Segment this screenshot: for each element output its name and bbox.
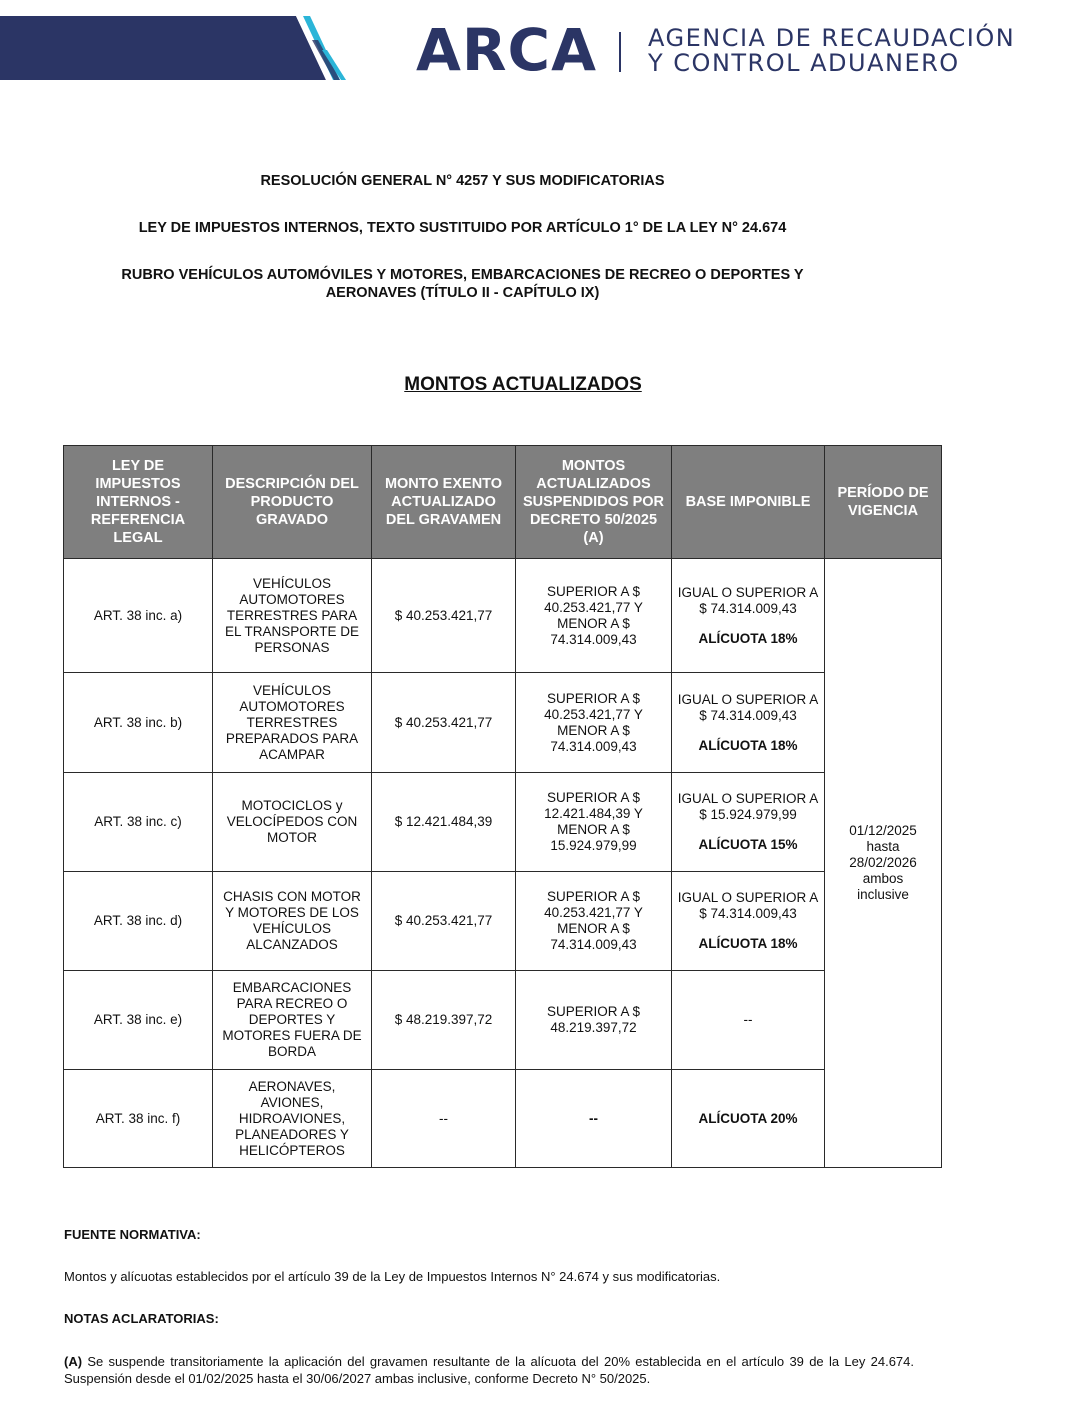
cell-desc: VEHÍCULOS AUTOMOTORES TERRESTRES PREPARADOS PARA ACAMPAR xyxy=(213,673,372,773)
cell-ref: ART. 38 inc. e) xyxy=(64,971,213,1070)
aliquot-label: ALÍCUOTA 18% xyxy=(698,936,798,951)
notas-title: NOTAS ACLARATORIAS: xyxy=(64,1311,219,1326)
header-desc: DESCRIPCIÓN DEL PRODUCTO GRAVADO xyxy=(213,446,372,559)
table-row xyxy=(64,971,942,1070)
table-row xyxy=(64,1070,942,1168)
amounts-table xyxy=(63,445,942,1168)
vigencia-line: 28/02/2026 xyxy=(849,855,917,870)
cell-exento: $ 40.253.421,77 xyxy=(372,673,516,773)
page-header xyxy=(0,0,1080,100)
cell-desc: VEHÍCULOS AUTOMOTORES TERRESTRES PARA EL TRANSPORTE DE PERSONAS xyxy=(213,559,372,673)
cell-suspendidos: SUPERIOR A $ 40.253.421,77 Y MENOR A $ 74.314.009,43 xyxy=(516,559,672,673)
cell-desc: CHASIS CON MOTOR Y MOTORES DE LOS VEHÍCULOS ALCANZADOS xyxy=(213,872,372,971)
cell-suspendidos: SUPERIOR A $ 40.253.421,77 Y MENOR A $ 74.314.009,43 xyxy=(516,872,672,971)
base-text: IGUAL O SUPERIOR A $ 15.924.979,99 xyxy=(677,791,819,822)
vigencia-line: ambos xyxy=(862,871,904,886)
agency-name-line1: AGENCIA DE RECAUDACIÓN xyxy=(648,24,1016,52)
agency-name-line2: Y CONTROL ADUANERO xyxy=(648,49,960,77)
aliquot-label: ALÍCUOTA 18% xyxy=(698,630,798,646)
aliquot-label: ALÍCUOTA 20% xyxy=(698,1110,798,1126)
base-text: IGUAL O SUPERIOR A $ 74.314.009,43 xyxy=(677,584,819,616)
table-row xyxy=(64,559,942,673)
cell-ref: ART. 38 inc. a) xyxy=(64,559,213,673)
base-text: IGUAL O SUPERIOR A $ 74.314.009,43 xyxy=(677,691,819,723)
vigencia-line: 01/12/2025 xyxy=(849,823,917,838)
table-row xyxy=(64,773,942,872)
cell-base: -- xyxy=(672,971,825,1070)
cell-desc: EMBARCACIONES PARA RECREO O DEPORTES Y MOTORES FUERA DE BORDA xyxy=(213,971,372,1070)
rubro-title: RUBRO VEHÍCULOS AUTOMÓVILES Y MOTORES, EMBARCACIONES DE RECREO O DEPORTES Y AERONAVES (TÍTULO II - CAPÍTULO IX) xyxy=(121,267,804,301)
fuente-text: Montos y alícuotas establecidos por el artículo 39 de la Ley de Impuestos Internos N° 24.674 y sus modificatorias. xyxy=(64,1269,721,1284)
base-text: IGUAL O SUPERIOR A $ 74.314.009,43 xyxy=(677,890,819,921)
header-base: BASE IMPONIBLE xyxy=(672,446,825,559)
cell-suspendidos: -- xyxy=(516,1070,672,1168)
nota-a-label: (A) xyxy=(64,1354,83,1369)
aliquot-label: ALÍCUOTA 18% xyxy=(698,737,798,753)
table-row xyxy=(64,673,942,773)
cell-suspendidos: SUPERIOR A $ 40.253.421,77 Y MENOR A $ 74.314.009,43 xyxy=(516,673,672,773)
header-suspendidos: MONTOS ACTUALIZADOS SUSPENDIDOS POR DECRETO 50/2025 (A) xyxy=(516,446,672,559)
section-title: MONTOS ACTUALIZADOS xyxy=(404,374,642,395)
cell-desc: MOTOCICLOS y VELOCÍPEDOS CON MOTOR xyxy=(213,773,372,872)
cell-base xyxy=(672,872,825,971)
cell-base xyxy=(672,773,825,872)
cell-ref: ART. 38 inc. f) xyxy=(64,1070,213,1168)
header-periodo: PERÍODO DE VIGENCIA xyxy=(825,446,942,559)
cell-ref: ART. 38 inc. c) xyxy=(64,773,213,872)
resolution-title: RESOLUCIÓN GENERAL N° 4257 Y SUS MODIFICATORIAS xyxy=(260,173,665,189)
arca-logo: ARCA xyxy=(416,16,598,84)
vigencia-line: hasta xyxy=(866,839,900,854)
law-title: LEY DE IMPUESTOS INTERNOS, TEXTO SUSTITUIDO POR ARTÍCULO 1° DE LA LEY N° 24.674 xyxy=(138,220,787,236)
cell-exento: $ 40.253.421,77 xyxy=(372,559,516,673)
cell-exento: $ 48.219.397,72 xyxy=(372,971,516,1070)
cell-ref: ART. 38 inc. d) xyxy=(64,872,213,971)
aliquot-label: ALÍCUOTA 15% xyxy=(698,837,798,852)
nota-a xyxy=(64,1353,914,1387)
nota-a-text: Se suspende transitoriamente la aplicación del gravamen resultante de la alícuota del 20% establecida en el artículo 39 de la Ley 24.674. Suspensión desde el 01/02/2025 hasta el 30/06/2027 ambas inclusive, conforme Decreto N° 50/2025. xyxy=(64,1354,914,1386)
cell-exento: $ 40.253.421,77 xyxy=(372,872,516,971)
logo-divider xyxy=(619,32,621,72)
cell-suspendidos: SUPERIOR A $ 12.421.484,39 Y MENOR A $ 15.924.979,99 xyxy=(516,773,672,872)
cell-exento: -- xyxy=(372,1070,516,1168)
cell-exento: $ 12.421.484,39 xyxy=(372,773,516,872)
cell-vigencia xyxy=(825,559,942,1168)
cell-base xyxy=(672,673,825,773)
cell-desc: AERONAVES, AVIONES, HIDROAVIONES, PLANEADORES Y HELICÓPTEROS xyxy=(213,1070,372,1168)
cell-suspendidos: SUPERIOR A $ 48.219.397,72 xyxy=(516,971,672,1070)
agency-name xyxy=(648,26,1015,76)
table-header-row xyxy=(64,446,942,559)
cell-ref: ART. 38 inc. b) xyxy=(64,673,213,773)
header-exento: MONTO EXENTO ACTUALIZADO DEL GRAVAMEN xyxy=(372,446,516,559)
vigencia-line: inclusive xyxy=(857,887,909,902)
cell-base xyxy=(672,1070,825,1168)
header-ref: LEY DE IMPUESTOS INTERNOS - REFERENCIA LEGAL xyxy=(64,446,213,559)
table-row xyxy=(64,872,942,971)
header-stripe-graphic xyxy=(0,0,360,82)
cell-base xyxy=(672,559,825,673)
fuente-title: FUENTE NORMATIVA: xyxy=(64,1227,201,1242)
